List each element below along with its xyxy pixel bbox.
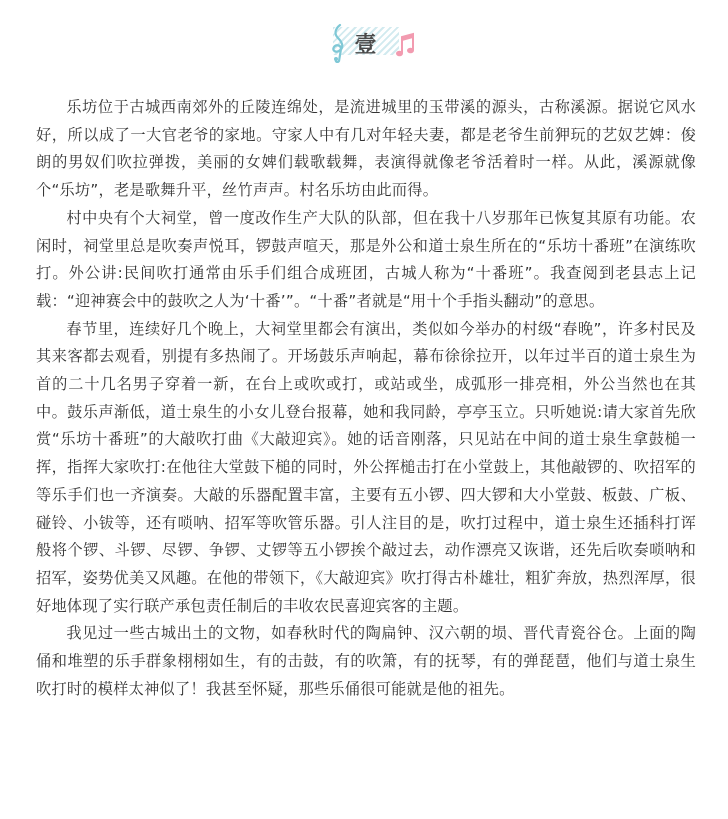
paragraph: 乐坊位于古城西南郊外的丘陵连绵处，是流进城里的玉带溪的源头，古称溪源。据说它风水好，所以成了一大官老爷的家地。守家人中有几对年轻夫妻，都是老爷生前狎玩的艺奴艺婢：俊朗的男奴们吹拉弹拨，美丽的女婢们载歌载舞，表演得就像老爷活着时一样。从此，溪源就像个“乐坊”，老是歌舞升平，丝竹声声。村名乐坊由此而得。: [36, 98, 696, 200]
treble-clef-icon: [329, 23, 349, 63]
section-header: [36, 0, 696, 90]
paragraph: 村中央有个大祠堂，曾一度改作生产大队的队部，但在我十八岁那年已恢复其原有功能。农闲时，祠堂里总是吹奏声悦耳，锣鼓声喧天，那是外公和道士泉生所在的“乐坊十番班”在演练吹打。外公讲:民间吹打通常由乐手们组合成班团，古城人称为“十番班”。我查阅到老县志上记载：“迎神赛会中的鼓吹之人为‘十番’”。“十番”者就是“用十个手指头翻动”的意思。: [36, 208, 696, 310]
paragraph: 我见过一些古城出土的文物，如春秋时代的陶扁钟、汉六朝的埙、晋代青瓷谷仓。上面的陶俑和堆塑的乐手群象栩栩如生，有的击鼓，有的吹箫，有的抚琴，有的弹琵琶，他们与道士泉生吹打时的模样太神似了！我甚至怀疑，那些乐俑很可能就是他的祖先。: [36, 624, 696, 698]
article-body: [36, 94, 696, 703]
music-note-icon: [395, 31, 415, 59]
paragraph: 春节里，连续好几个晚上，大祠堂里都会有演出，类似如今举办的村级“春晚”，许多村民及其来客都去观看，别提有多热闹了。开场鼓乐声响起，幕布徐徐拉开，以年过半百的道士泉生为首的二十几名男子穿着一新，在台上或吹或打，或站或坐，成弧形一排亮相，外公当然也在其中。鼓乐声渐低，道士泉生的小女儿登台报幕，她和我同龄，亭亭玉立。只听她说:请大家首先欣赏“乐坊十番班”的大敲吹打曲《大敲迎宾》。她的话音刚落，只见站在中间的道士泉生拿鼓槌一挥，指挥大家吹打:在他往大堂鼓下槌的同时，外公挥槌击打在小堂鼓上，其他敲锣的、吹招军的等乐手们也一齐演奏。大敲的乐器配置丰富，主要有五小锣、四大锣和大小堂鼓、板鼓、广板、碰铃、小钹等，还有唢呐、招军等吹管乐器。引人注目的是，吹打过程中，道士泉生还插科打诨般将个锣、斗锣、尽锣、争锣、丈锣等五小锣挨个敲过去，动作漂亮又诙谐，还先后吹奏唢呐和招军，姿势优美又风趣。在他的带领下，《大敲迎宾》吹打得古朴雄壮，粗犷奔放，热烈浑厚，很好地体现了实行联产承包责任制后的丰收农民喜迎宾客的主题。: [36, 319, 696, 615]
section-title: 壹: [354, 31, 378, 58]
section-header-ornament: [311, 21, 421, 65]
